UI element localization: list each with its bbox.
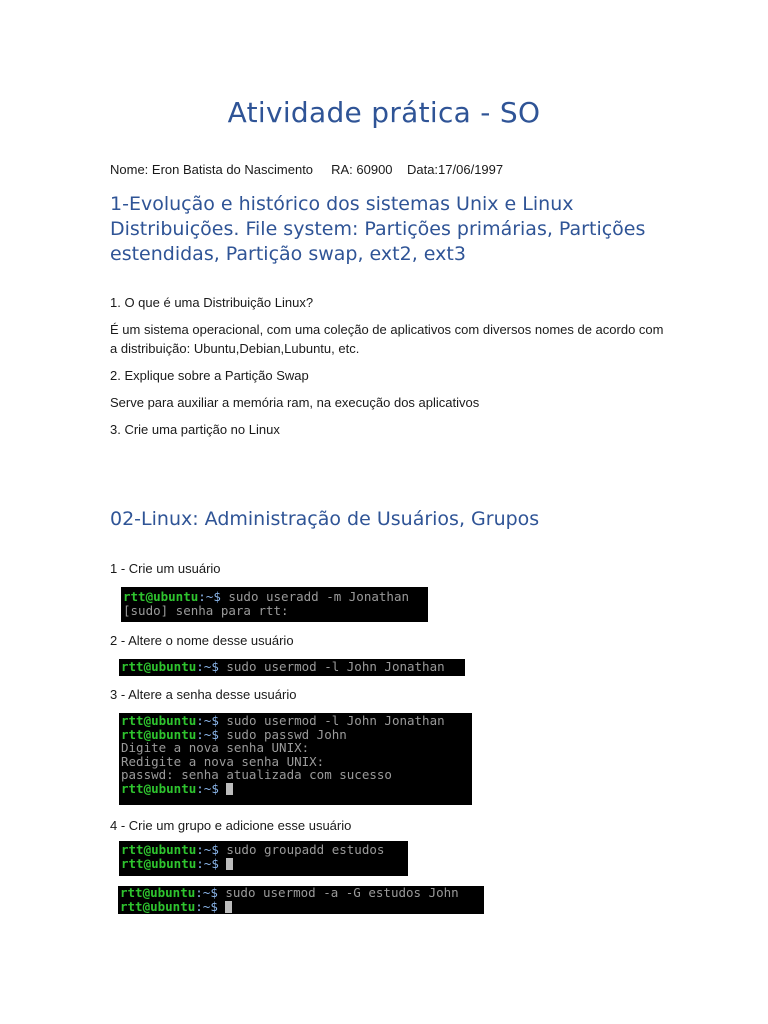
terminal-prompt-path: :~$	[196, 842, 227, 857]
terminal-line	[121, 728, 470, 742]
terminal-prompt-path: :~$	[196, 780, 227, 796]
section1-question-3: 3. Crie uma partição no Linux	[110, 422, 280, 437]
section2-heading: 02-Linux: Administração de Usuários, Grupos	[110, 508, 540, 530]
terminal-line	[123, 590, 426, 604]
terminal-prompt-path: :~$	[196, 855, 227, 871]
section1-question-2: 2. Explique sobre a Partição Swap	[110, 368, 309, 383]
terminal-prompt-user: rtt@ubuntu	[121, 659, 197, 674]
terminal-command: sudo usermod -l John Jonathan	[226, 713, 445, 728]
terminal-line	[121, 755, 470, 769]
terminal-prompt-user: rtt@ubuntu	[121, 726, 197, 742]
terminal-line	[121, 741, 470, 755]
document-title: Atividade prática - SO	[227, 96, 541, 129]
terminal-command: sudo usermod -l John Jonathan	[226, 659, 445, 674]
terminal-screenshot-passwd	[119, 713, 472, 805]
terminal-output: [sudo] senha para rtt:	[123, 602, 289, 618]
terminal-line	[121, 768, 470, 782]
terminal-prompt-user: rtt@ubuntu	[120, 898, 196, 914]
terminal-prompt-path: :~$	[195, 898, 226, 914]
terminal-line	[121, 660, 463, 674]
terminal-prompt-user: rtt@ubuntu	[123, 589, 199, 604]
terminal-command: sudo useradd -m Jonathan	[228, 589, 409, 604]
terminal-prompt-path: :~$	[198, 589, 229, 604]
terminal-prompt-user: rtt@ubuntu	[121, 842, 197, 857]
terminal-line	[121, 843, 406, 857]
section1-answer-1: É um sistema operacional, com uma coleção de aplicativos com diversos nomes de acordo com a distribuição: Ubuntu,Debian,Lubuntu, etc.	[110, 322, 664, 356]
terminal-prompt-user: rtt@ubuntu	[120, 886, 196, 900]
terminal-prompt-path: :~$	[195, 886, 226, 900]
terminal-output: passwd: senha atualizada com sucesso	[121, 767, 392, 783]
terminal-screenshot-usermod-group	[118, 886, 484, 914]
section2-question-2: 2 - Altere o nome desse usuário	[110, 633, 294, 648]
terminal-line	[121, 782, 470, 796]
terminal-cursor	[226, 858, 233, 870]
terminal-line	[120, 886, 482, 900]
section1-question-1: 1. O que é uma Distribuição Linux?	[110, 295, 314, 310]
terminal-command: sudo passwd John	[226, 726, 347, 742]
terminal-output: Digite a nova senha UNIX:	[121, 740, 310, 756]
terminal-prompt-user: rtt@ubuntu	[121, 780, 197, 796]
terminal-screenshot-groupadd	[119, 841, 408, 876]
terminal-line	[121, 857, 406, 871]
section2-question-1: 1 - Crie um usuário	[110, 561, 221, 576]
terminal-prompt-user: rtt@ubuntu	[121, 855, 197, 871]
terminal-cursor	[225, 901, 232, 913]
section1-heading: 1-Evolução e histórico dos sistemas Unix e Linux Distribuições. File system: Partições primárias, Partições estendidas, Partição swap, ext2, ext3	[110, 193, 646, 265]
terminal-prompt-user: rtt@ubuntu	[121, 713, 197, 728]
section1-answer-2: Serve para auxiliar a memória ram, na execução dos aplicativos	[110, 395, 480, 410]
section2-question-4: 4 - Crie um grupo e adicione esse usuário	[110, 818, 352, 833]
terminal-line	[121, 714, 470, 728]
terminal-command: sudo usermod -a -G estudos John	[225, 886, 459, 900]
terminal-command: sudo groupadd estudos	[226, 842, 385, 857]
student-info: Nome: Eron Batista do Nascimento RA: 60900 Data:17/06/1997	[110, 162, 504, 177]
terminal-prompt-path: :~$	[196, 659, 227, 674]
terminal-screenshot-usermod	[119, 659, 465, 676]
terminal-prompt-path: :~$	[196, 713, 227, 728]
terminal-prompt-path: :~$	[196, 726, 227, 742]
terminal-output: Redigite a nova senha UNIX:	[121, 753, 325, 769]
terminal-screenshot-useradd	[121, 587, 428, 622]
terminal-line	[123, 604, 426, 618]
section2-question-3: 3 - Altere a senha desse usuário	[110, 687, 297, 702]
terminal-cursor	[226, 783, 233, 795]
terminal-line	[120, 900, 482, 914]
